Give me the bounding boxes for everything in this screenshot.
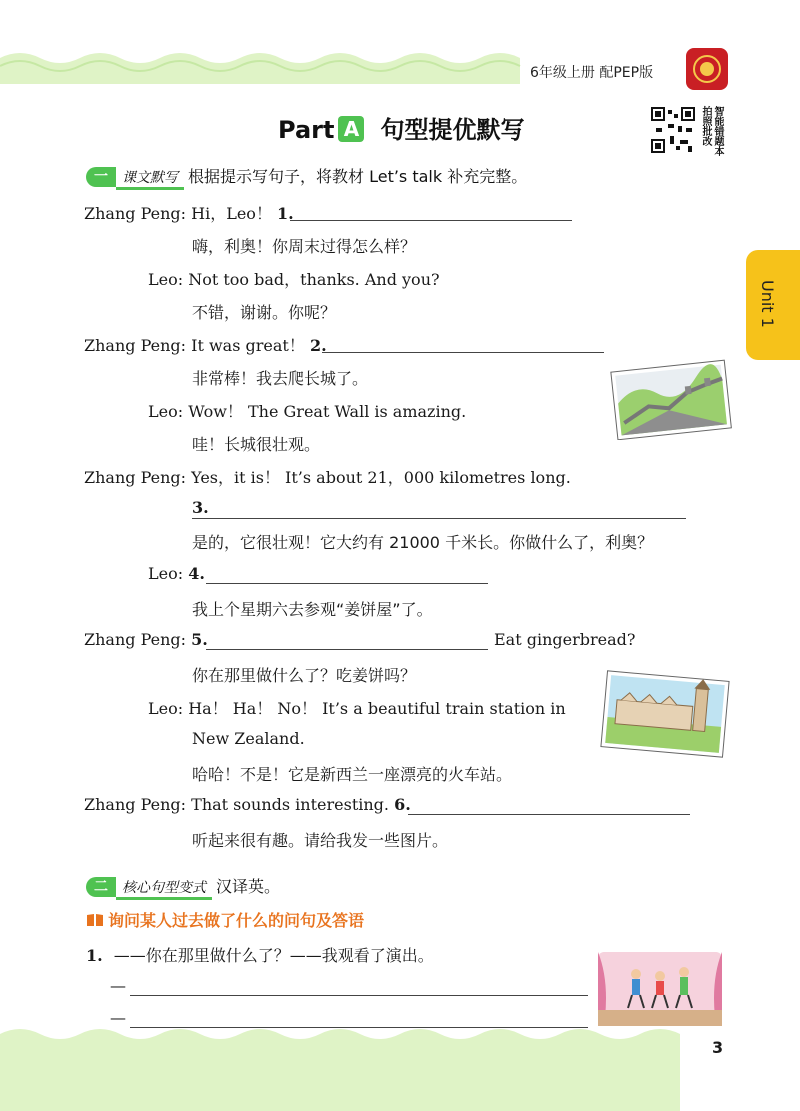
blank-number: 1. bbox=[277, 204, 294, 223]
dialogue-line-8-cn: 哈哈！不是！它是新西兰一座漂亮的火车站。 bbox=[192, 765, 513, 784]
blank-number: 6. bbox=[394, 795, 411, 814]
speaker: Zhang Peng: bbox=[84, 336, 187, 355]
book-icon bbox=[86, 913, 104, 927]
grade-label: 6年级上册 配PEP版 bbox=[530, 65, 654, 81]
speaker: Leo: bbox=[148, 402, 184, 421]
title-part-letter: A bbox=[338, 116, 364, 142]
speaker: Zhang Peng: bbox=[84, 795, 187, 814]
section-2-subhead bbox=[86, 908, 364, 931]
line-text: Not too bad，thanks. And you? bbox=[188, 270, 440, 289]
section-2-subhead-text: 询问某人过去做了什么的问句及答语 bbox=[108, 911, 365, 930]
dialogue-line-7-tail: Eat gingerbread? bbox=[494, 630, 636, 649]
line-text: That sounds interesting. bbox=[191, 795, 389, 814]
answer-dash-2: — bbox=[110, 1008, 126, 1027]
speaker: Zhang Peng: bbox=[84, 204, 187, 223]
blank-number: 5. bbox=[191, 630, 208, 649]
dialogue-line-5 bbox=[84, 465, 571, 488]
dialogue-line-3-cn: 非常棒！我去爬长城了。 bbox=[192, 369, 369, 388]
dialogue-line-3 bbox=[84, 333, 327, 356]
line-text: Wow！ The Great Wall is amazing. bbox=[188, 402, 467, 421]
line-text: Hi，Leo！ bbox=[191, 204, 272, 223]
speaker: Zhang Peng: bbox=[84, 630, 187, 649]
dialogue-line-1 bbox=[84, 201, 294, 224]
unit-side-tab[interactable] bbox=[746, 250, 800, 360]
line-text: Yes，it is！ It’s about 21，000 kilometres long. bbox=[191, 468, 571, 487]
dialogue-line-4-cn: 哇！长城很壮观。 bbox=[192, 435, 321, 454]
dialogue-line-2 bbox=[148, 267, 440, 290]
speaker: Leo: bbox=[148, 270, 184, 289]
header-wave-band bbox=[0, 48, 800, 84]
publisher-logo bbox=[686, 48, 728, 90]
speaker: Zhang Peng: bbox=[84, 468, 187, 487]
section-1-badge: 一 bbox=[86, 167, 116, 187]
dialogue-line-7-cn: 你在那里做什么了？吃姜饼吗？ bbox=[192, 666, 417, 685]
speaker: Leo: bbox=[148, 699, 184, 718]
qr-code-icon[interactable] bbox=[650, 106, 696, 154]
dialogue-line-5-cn: 是的，它很壮观！它大约有 21000 千米长。你做什么了，利奥？ bbox=[192, 533, 654, 552]
title-text: 句型提优默写 bbox=[380, 116, 525, 144]
answer-line-1[interactable] bbox=[130, 995, 588, 996]
answer-blank-5[interactable] bbox=[206, 649, 488, 650]
dialogue-line-2-cn: 不错，谢谢。你呢？ bbox=[192, 303, 337, 322]
section-2-tag: 核心句型变式 bbox=[116, 879, 212, 900]
answer-dash-1: — bbox=[110, 976, 126, 995]
blank-number: 2. bbox=[309, 336, 327, 355]
answer-blank-3[interactable] bbox=[192, 518, 686, 519]
train-station-image bbox=[598, 668, 732, 760]
dialogue-line-7 bbox=[84, 630, 208, 649]
question-text: ——你在那里做什么了？——我观看了演出。 bbox=[113, 946, 434, 965]
page-title bbox=[278, 110, 524, 145]
footer-wave-band bbox=[0, 1022, 800, 1111]
question-number: 1. bbox=[86, 946, 103, 965]
qr-caption bbox=[700, 106, 734, 156]
answer-blank-2[interactable] bbox=[322, 352, 604, 353]
great-wall-image bbox=[608, 358, 734, 440]
question-1 bbox=[86, 943, 434, 966]
answer-blank-1[interactable] bbox=[290, 220, 572, 221]
speaker: Leo: bbox=[148, 564, 184, 583]
qr-caption-col-2: 智能错题本 bbox=[712, 106, 723, 156]
section-1-tag: 课文默写 bbox=[116, 169, 184, 190]
title-part: Part bbox=[278, 116, 335, 144]
dialogue-line-8-cont: New Zealand. bbox=[192, 729, 305, 748]
dialogue-line-8 bbox=[148, 696, 566, 719]
section-1-header bbox=[86, 164, 527, 190]
dialogue-line-1-cn: 嗨，利奥！你周末过得怎么样？ bbox=[192, 237, 417, 256]
section-2-header bbox=[86, 874, 280, 900]
section-2-instruction: 汉译英。 bbox=[216, 877, 281, 896]
answer-blank-6[interactable] bbox=[408, 814, 690, 815]
page-number: 3 bbox=[712, 1038, 724, 1057]
dialogue-line-9-cn: 听起来很有趣。请给我发一些图片。 bbox=[192, 831, 449, 850]
section-1-instruction: 根据提示写句子，将教材 Let’s talk 补充完整。 bbox=[188, 167, 528, 186]
performance-image bbox=[598, 952, 722, 1026]
blank-number-3: 3. bbox=[192, 498, 209, 517]
dialogue-line-6 bbox=[148, 564, 205, 583]
dialogue-line-4 bbox=[148, 399, 466, 422]
line-text: Ha！ Ha！ No！ It’s a beautiful train station in bbox=[188, 699, 566, 718]
dialogue-line-9 bbox=[84, 795, 411, 814]
dialogue-line-6-cn: 我上个星期六去参观“姜饼屋”了。 bbox=[192, 600, 433, 619]
line-text: It was great！ bbox=[191, 336, 305, 355]
qr-caption-col-1: 拍照批改 bbox=[700, 106, 711, 146]
unit-side-tab-label: Unit 1 bbox=[758, 280, 777, 328]
answer-blank-4[interactable] bbox=[206, 583, 488, 584]
blank-number: 4. bbox=[188, 564, 205, 583]
section-2-badge: 二 bbox=[86, 877, 116, 897]
